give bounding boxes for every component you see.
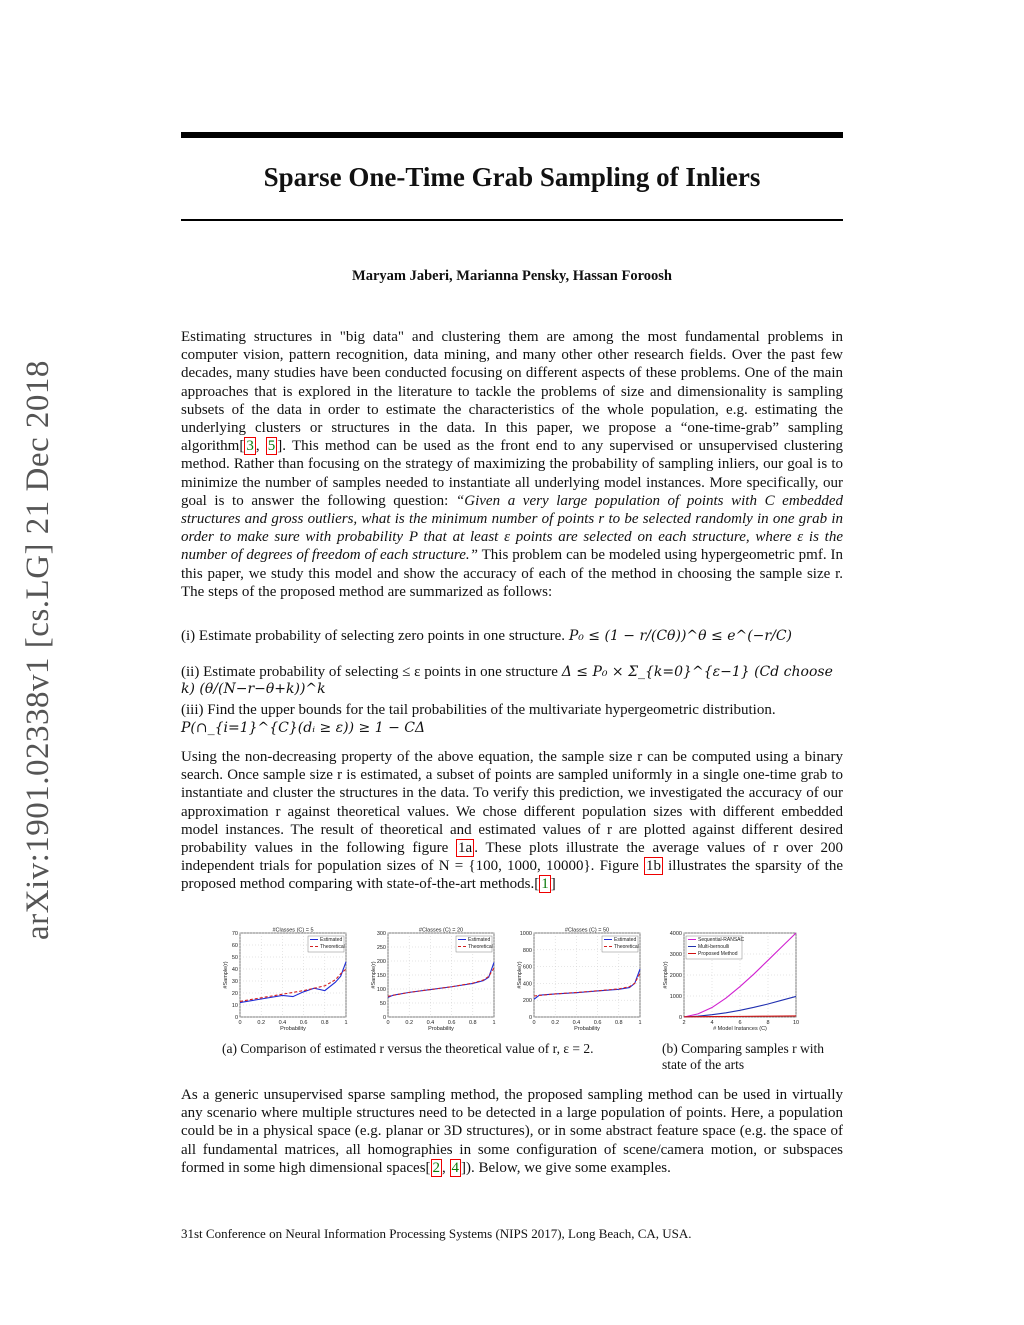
step-3: (iii) Find the upper bounds for the tail probabilities of the multivariate hypergeometric distribution.: [181, 702, 776, 718]
results-text-4: ]: [550, 876, 556, 893]
y-tick-label: 4000: [669, 931, 682, 937]
arxiv-identifier: arXiv:1901.02338v1 [cs.LG] 21 Dec 2018: [20, 360, 56, 940]
step-3-math: [181, 720, 843, 737]
citation-4[interactable]: 4: [451, 1159, 460, 1176]
x-tick-label: 0.8: [614, 1020, 623, 1026]
x-tick-label: 0.8: [468, 1020, 477, 1026]
legend-label: Estimated: [320, 937, 343, 943]
x-tick-label: 0.8: [320, 1020, 329, 1026]
step-2: [181, 664, 843, 698]
step-1-text: (i) Estimate probability of selecting zero points in one structure.: [181, 628, 566, 644]
x-tick-label: 8: [766, 1020, 770, 1026]
y-tick-label: 50: [231, 955, 238, 961]
abstract-paragraph: [181, 328, 843, 601]
x-tick-label: 0.4: [426, 1020, 435, 1026]
y-tick-label: 400: [522, 981, 532, 988]
y-tick-label: 1000: [519, 931, 532, 937]
plot-c5: [222, 925, 352, 1037]
x-tick-label: 0: [532, 1020, 536, 1026]
chart-title: #Classes (C) = 5: [272, 927, 314, 934]
y-tick-label: 2000: [669, 973, 682, 979]
results-text-2: . These plots illustrate the average values of r over 200 independent trials for population sizes of N = {100, 1000, 10000}. Figure: [181, 840, 844, 875]
y-tick-label: 10: [231, 1003, 238, 1009]
x-tick-label: 0: [386, 1020, 390, 1026]
x-tick-label: 0.2: [405, 1020, 414, 1026]
y-tick-label: 30: [231, 979, 238, 985]
legend-label: Proposed Method: [698, 951, 738, 957]
figure-ref-1b[interactable]: 1b: [645, 858, 661, 875]
citation-5[interactable]: 5: [267, 438, 276, 455]
results-paragraph: [181, 748, 843, 894]
chart-title: #Classes (C) = 50: [564, 927, 610, 934]
x-tick-label: 0.6: [447, 1020, 456, 1026]
y-axis-label: #Sample(r): [663, 961, 669, 989]
applications-paragraph: [181, 1086, 843, 1177]
y-tick-label: 0: [528, 1015, 532, 1021]
x-tick-label: 0.4: [278, 1020, 287, 1026]
plot-c20: [370, 925, 500, 1037]
x-axis-label: Probability: [574, 1026, 600, 1032]
x-tick-label: 1: [638, 1020, 642, 1026]
y-axis-label: #Sample(r): [517, 961, 523, 989]
citation-separator-2: ,: [442, 1159, 450, 1176]
chart-title: #Classes (C) = 20: [418, 927, 464, 934]
step-1-math: P₀ ≤ (1 − r/(Cθ))^θ ≤ e^(−r/C): [568, 628, 792, 644]
y-tick-label: 300: [376, 931, 386, 937]
x-tick-label: 0.2: [257, 1020, 266, 1026]
paper-title: Sparse One-Time Grab Sampling of Inliers: [263, 162, 761, 192]
x-tick-label: 0.4: [572, 1020, 581, 1026]
y-axis-label: #Sample(r): [223, 961, 229, 989]
applications-text-2: ]). Below, we give some examples.: [461, 1159, 671, 1176]
x-tick-label: 4: [710, 1020, 714, 1026]
x-tick-label: 1: [344, 1020, 348, 1026]
results-text-1: Using the non-decreasing property of the above equation, the sample size r can be computed using a binary search. Once sample size r is estimated, a subset of points are sampled uniformly in a single one-time grab to instantiate and cluster the structures in the data. To verify this prediction, we investigated the accuracy of our approximation r against theoretical values. We chose different population sizes with different embedded model instances. The result of theoretical and estimated values of r are plotted against different desired probability values in the following figure: [181, 749, 843, 857]
plot-comparison: [662, 925, 802, 1037]
step-1: [181, 628, 843, 645]
legend-label: Theoretical: [614, 944, 639, 950]
citation-2[interactable]: 2: [432, 1159, 441, 1176]
x-tick-label: 0.6: [299, 1020, 308, 1026]
y-tick-label: 60: [231, 943, 238, 949]
figure-ref-1a[interactable]: 1a: [458, 840, 473, 857]
y-tick-label: 200: [376, 959, 386, 965]
legend-label: Theoretical: [468, 944, 493, 950]
y-axis-label: #Sample(r): [371, 961, 377, 989]
abstract-text-2: ]. This method can be used as the front end to any supervised or unsupervised clustering method. Rather than focusing on the strategy of maximizing the probability of sampling inliers, our goal is to minimize the number of samples needed to instantiate all underlying model instances. More specifically, our goal is to answer the following question:: [181, 438, 844, 509]
x-tick-label: 6: [738, 1020, 742, 1026]
x-axis-label: Probability: [428, 1026, 454, 1032]
x-tick-label: 0: [238, 1020, 242, 1026]
conference-footer: 31st Conference on Neural Information Processing Systems (NIPS 2017), Long Beach, CA, USA.: [181, 1226, 692, 1241]
applications-text-1: As a generic unsupervised sparse sampling method, the proposed sampling method can be used in virtually any scenario where multiple structures need to be detected in a large population of points. Here, a population could be in a physical space (e.g. planar or 3D structures), or in some abstract feature space (e.g. the space of all fundamental matrices, all homographies in some configuration of scene/camera motion, or subspaces formed in some high dimensional spaces[: [181, 1087, 843, 1176]
legend-label: Multi-bernoulli: [698, 944, 730, 950]
legend-label: Estimated: [614, 937, 637, 943]
step-2-math: Δ ≤ P₀ × Σ_{k=0}^{ε−1} (Cd choose k) (θ/(N−r−θ+k))^k: [181, 664, 833, 697]
results-text-3: illustrates the sparsity of the proposed method comparing with state-of-the-art methods.[: [181, 858, 843, 893]
author-list: Maryam Jaberi, Marianna Pensky, Hassan Foroosh: [352, 268, 672, 284]
y-tick-label: 100: [376, 987, 386, 993]
abstract-text-1: Estimating structures in "big data" and clustering them are among the most fundamental problems in computer vision, pattern recognition, data mining, and many other other research fields. Over the past few decades, many studies have been conducted focusing on different aspects of these problems. One of the main approaches that is explored in the literature to tackle the problems of size and dimensionality is sampling subsets of the data in order to estimate the characteristics of the whole population, e.g. estimating the underlying clusters or structures in the data. In this paper, we propose a “one-time-grab” sampling algorithm[: [181, 329, 843, 455]
x-axis-label: Probability: [280, 1026, 306, 1032]
x-tick-label: 0.2: [551, 1020, 560, 1026]
y-tick-label: 1000: [669, 994, 682, 1000]
abstract-text-3: This problem can be modeled using hypergeometric pmf. In this paper, we study this model and show the accuracy of each of the method in choosing the sample size r. The steps of the proposed method are summarized as follows:: [181, 547, 844, 600]
y-tick-label: 200: [522, 998, 532, 1005]
x-tick-label: 0.6: [593, 1020, 602, 1026]
plot-c50: [516, 925, 646, 1037]
step-3-formula: P(∩_{i=1}^{C}(dᵢ ≥ ε)) ≥ 1 − CΔ: [181, 720, 426, 736]
y-tick-label: 800: [522, 947, 532, 954]
y-tick-label: 150: [376, 973, 386, 979]
y-tick-label: 50: [379, 1001, 386, 1007]
y-tick-label: 600: [522, 964, 532, 971]
x-axis-label: # Model Instances (C): [713, 1026, 767, 1032]
y-tick-label: 70: [231, 931, 238, 937]
citation-3[interactable]: 3: [246, 438, 254, 455]
legend-label: Estimated: [468, 937, 491, 943]
legend-label: Theoretical: [320, 944, 345, 950]
y-tick-label: 0: [382, 1015, 386, 1021]
y-tick-label: 250: [376, 945, 386, 951]
title-top-rule: [181, 132, 843, 138]
y-tick-label: 0: [234, 1015, 238, 1021]
x-tick-label: 10: [792, 1020, 800, 1026]
y-tick-label: 20: [231, 991, 238, 997]
citation-separator: ,: [255, 438, 266, 455]
figure-caption-a: (a) Comparison of estimated r versus the theoretical value of r, ε = 2.: [222, 1041, 594, 1056]
x-tick-label: 2: [682, 1020, 686, 1026]
y-tick-label: 0: [678, 1015, 682, 1021]
y-tick-label: 3000: [669, 952, 682, 958]
research-question: “Given a very large population of points with C embedded structures and gross outliers, what is the minimum number of points r to be selected randomly in one grab in order to make sure with probability P that at least ε points are selected on each structure, where ε is the number of degrees of freedom of each structure.”: [181, 492, 843, 564]
step-2-text: (ii) Estimate probability of selecting ≤ ε points in one structure: [181, 664, 558, 680]
y-tick-label: 40: [231, 967, 238, 973]
legend-label: Sequential-RANSAC: [698, 937, 745, 943]
citation-1[interactable]: 1: [541, 876, 549, 893]
title-bottom-rule: [181, 219, 843, 221]
x-tick-label: 1: [492, 1020, 496, 1026]
figure-caption-b: (b) Comparing samples r with state of the arts: [662, 1041, 824, 1072]
